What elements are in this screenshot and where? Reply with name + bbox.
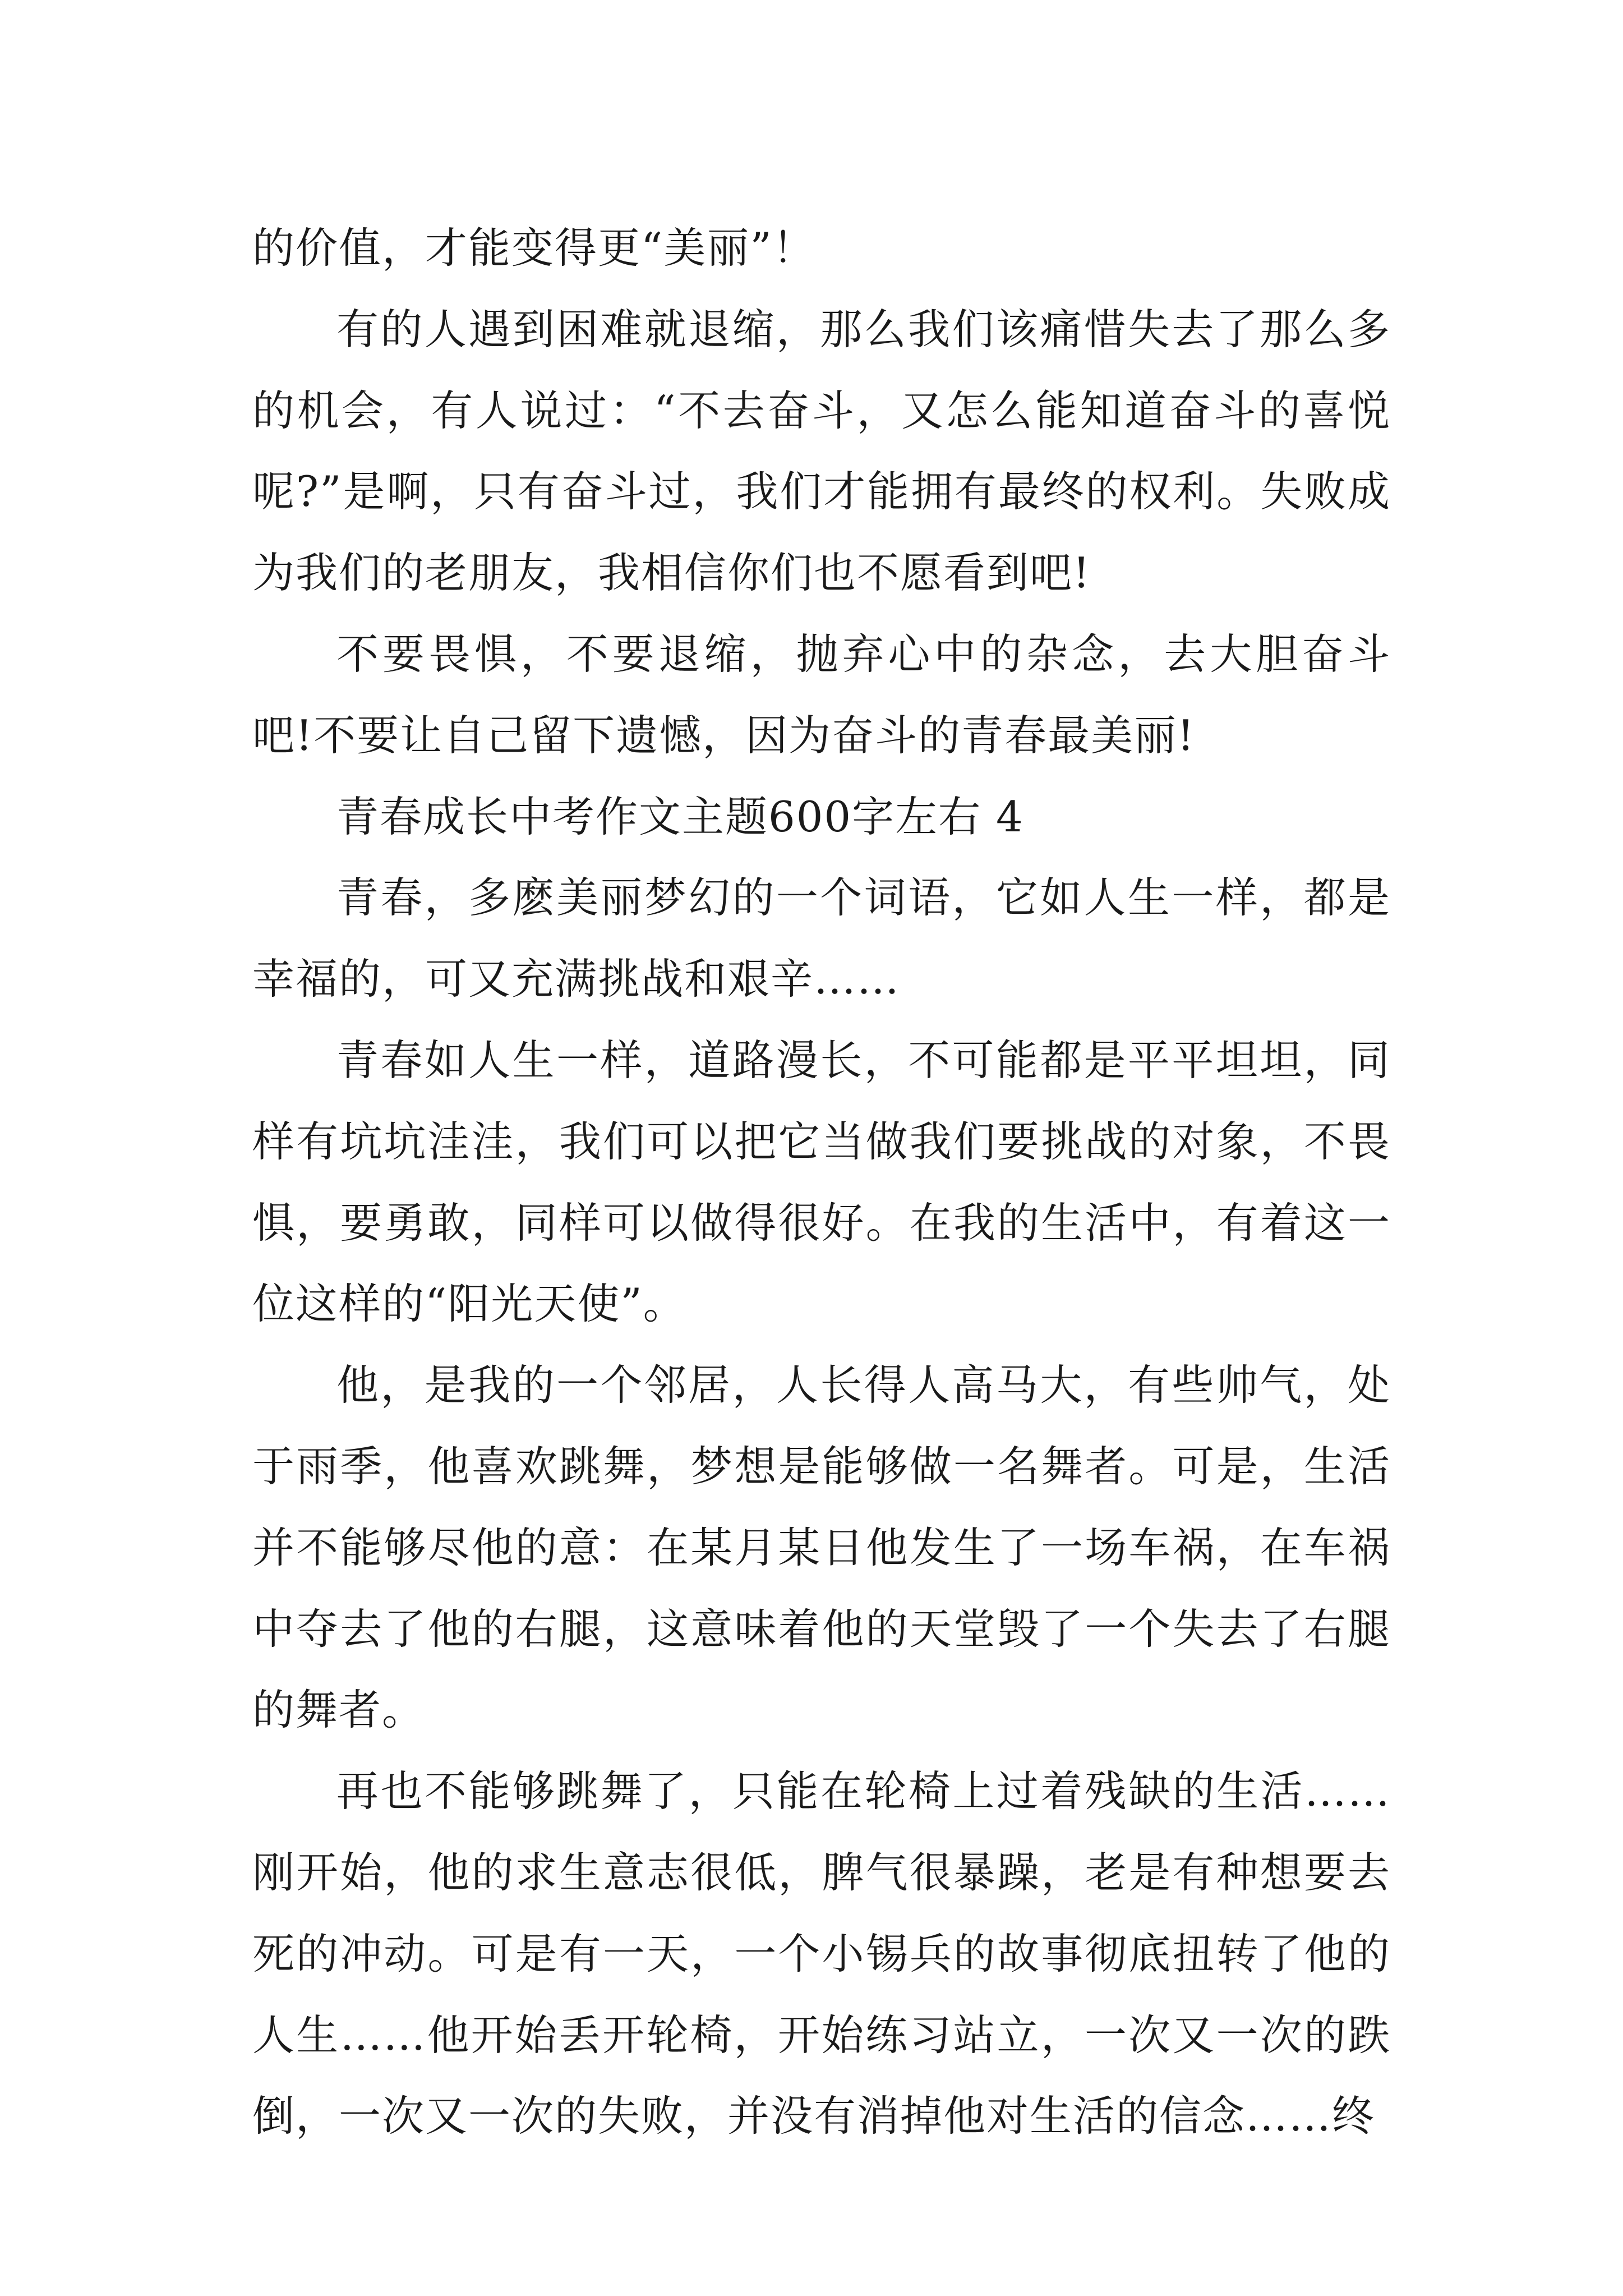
essay-heading: 青春成长中考作文主题600字左右 4 [336, 792, 1024, 841]
paragraph: 再也不能够跳舞了，只能在轮椅上过着残缺的生活……刚开始，他的求生意志很低，脾气很暴躁，老是有种想要去死的冲动。可是有一天，一个小锡兵的故事彻底扭转了他的人生……他开始丢开轮椅，开始练习站立，一次又一次的跌倒，一次又一次的失败，并没有消掉他对生活的信念……终 [252, 1766, 1391, 2141]
paragraph: 有的人遇到困难就退缩，那么我们该痛惜失去了那么多的机会，有人说过：“不去奋斗，又怎么能知道奋斗的喜悦呢?”是啊，只有奋斗过，我们才能拥有最终的权利。失败成为我们的老朋友，我相信你们也不愿看到吧! [252, 304, 1391, 598]
paragraph: 青春如人生一样，道路漫长，不可能都是平平坦坦，同样有坑坑洼洼，我们可以把它当做我们要挑战的对象，不畏惧，要勇敢，同样可以做得很好。在我的生活中，有着这一位这样的“阳光天使”。 [252, 1035, 1391, 1329]
paragraph-continuation: 的价值，才能变得更“美丽”！ [252, 223, 816, 273]
paragraph: 不要畏惧，不要退缩，抛弃心中的杂念，去大胆奋斗吧!不要让自己留下遗憾，因为奋斗的青春最美丽! [252, 629, 1391, 760]
paragraph: 他，是我的一个邻居，人长得人高马大，有些帅气，处于雨季，他喜欢跳舞，梦想是能够做一名舞者。可是，生活并不能够尽他的意：在某月某日他发生了一场车祸，在车祸中夺去了他的右腿，这意味着他的天堂毁了一个失去了右腿的舞者。 [252, 1360, 1391, 1735]
document-page [252, 208, 1391, 2157]
paragraph: 青春，多麽美丽梦幻的一个词语，它如人生一样，都是幸福的，可又充满挑战和艰辛…… [252, 873, 1391, 1004]
